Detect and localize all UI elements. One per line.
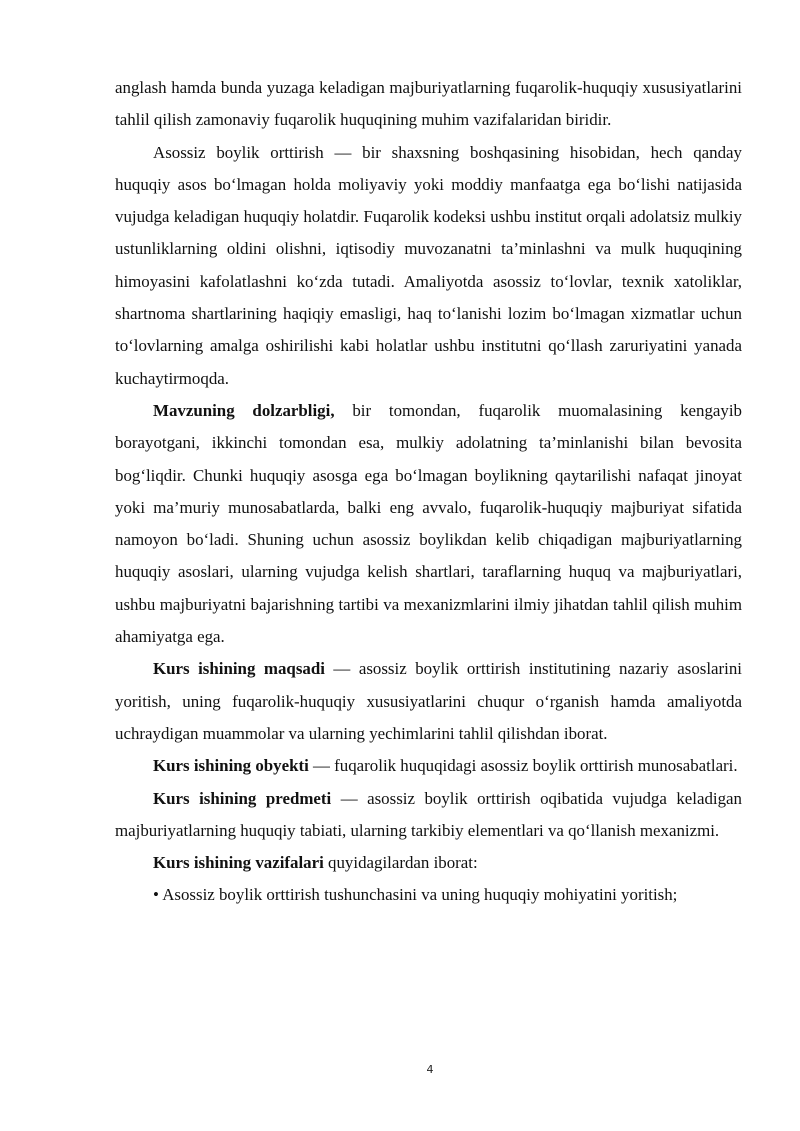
paragraph-lead: Kurs ishining vazifalari [153, 853, 324, 873]
paragraph-text: anglash hamda bunda yuzaga keladigan majburiyatlarning fuqarolik-huquqiy xususiyatlarini tahlil qilish zamonaviy fuqarolik huquqining muhim vazifalaridan biridir. [115, 78, 742, 130]
paragraph-text: bir tomondan, fuqarolik muomalasining kengayib borayotgani, ikkinchi tomondan esa, mulkiy adolatning ta’minlanishi bilan bevosita bog‘liqdir. Chunki huquqiy asosga ega bo‘lmagan boylikning qaytarilishi nafaqat jinoyat yoki ma’muriy munosabatlarda, balki eng avvalo, fuqarolik-huquqiy majburiyat sifatida namoyon bo‘ladi. Shuning uchun asossiz boylikdan kelib chiqadigan majburiyatlarning huquqiy asoslari, ularning vujudga kelish shartlari, taraflarning huquq va majburiyatlari, ushbu majburiyatni bajarishning tartibi va mexanizmlarini ilmiy jihatdan tahlil qilish muhim ahamiyatga ega. [115, 400, 742, 647]
page-number: 4 [426, 1063, 434, 1076]
paragraph-text: — asossiz boylik orttirish oqibatida vujudga keladigan majburiyatlarning huquqiy tabiati, ularning tarkibiy elementlari va qo‘llanish mexanizmi. [115, 788, 742, 840]
paragraph-continuation [115, 72, 742, 137]
document-body [115, 72, 742, 912]
paragraph-goal [115, 653, 742, 750]
paragraph-text: — asossiz boylik orttirish institutining nazariy asoslarini yoritish, uning fuqarolik-huquqiy xususiyatlarini chuqur o‘rganish hamda amaliyotda uchraydigan muammolar va ularning yechimlarini tahlil qilishdan iborat. [115, 659, 742, 743]
paragraph-subject [115, 783, 742, 848]
paragraph-tasks [115, 847, 742, 879]
paragraph-lead: Kurs ishining maqsadi [153, 659, 325, 679]
paragraph-relevance [115, 395, 742, 653]
paragraph-lead: Kurs ishining obyekti [153, 756, 309, 776]
bullet-icon: • [153, 885, 159, 905]
list-item-text: Asossiz boylik orttirish tushunchasini va uning huquqiy mohiyatini yoritish; [158, 885, 678, 905]
paragraph-lead: Kurs ishining predmeti [153, 788, 332, 808]
paragraph-text: quyidagilardan iborat: [323, 853, 478, 873]
paragraph-text: — fuqarolik huquqidagi asossiz boylik orttirish munosabatlari. [308, 756, 738, 776]
paragraph-lead: Mavzuning dolzarbligi, [153, 400, 335, 420]
paragraph-text: Asossiz boylik orttirish — bir shaxsning boshqasining hisobidan, hech qanday huquqiy asos bo‘lmagan holda moliyaviy yoki moddiy manfaatga ega bo‘lishi natijasida vujudga keladigan huquqiy holatdir. Fuqarolik kodeksi ushbu institut orqali adolatsiz mulkiy ustunliklarning oldini olishni, iqtisodiy muvozanatni ta’minlashni va mulk huquqining himoyasini kafolatlashni ko‘zda tutadi. Amaliyotda asossiz to‘lovlar, texnik xatoliklar, shartnoma shartlarining haqiqiy emasligi, haq to‘lanishi lozim bo‘lmagan xizmatlar uchun to‘lovlarning amalga oshirilishi kabi holatlar ushbu institutni qo‘llash zaruriyatini yanada kuchaytirmoqda. [115, 142, 742, 388]
list-item [115, 879, 742, 911]
paragraph-object [115, 750, 742, 782]
paragraph-definition [115, 137, 742, 395]
